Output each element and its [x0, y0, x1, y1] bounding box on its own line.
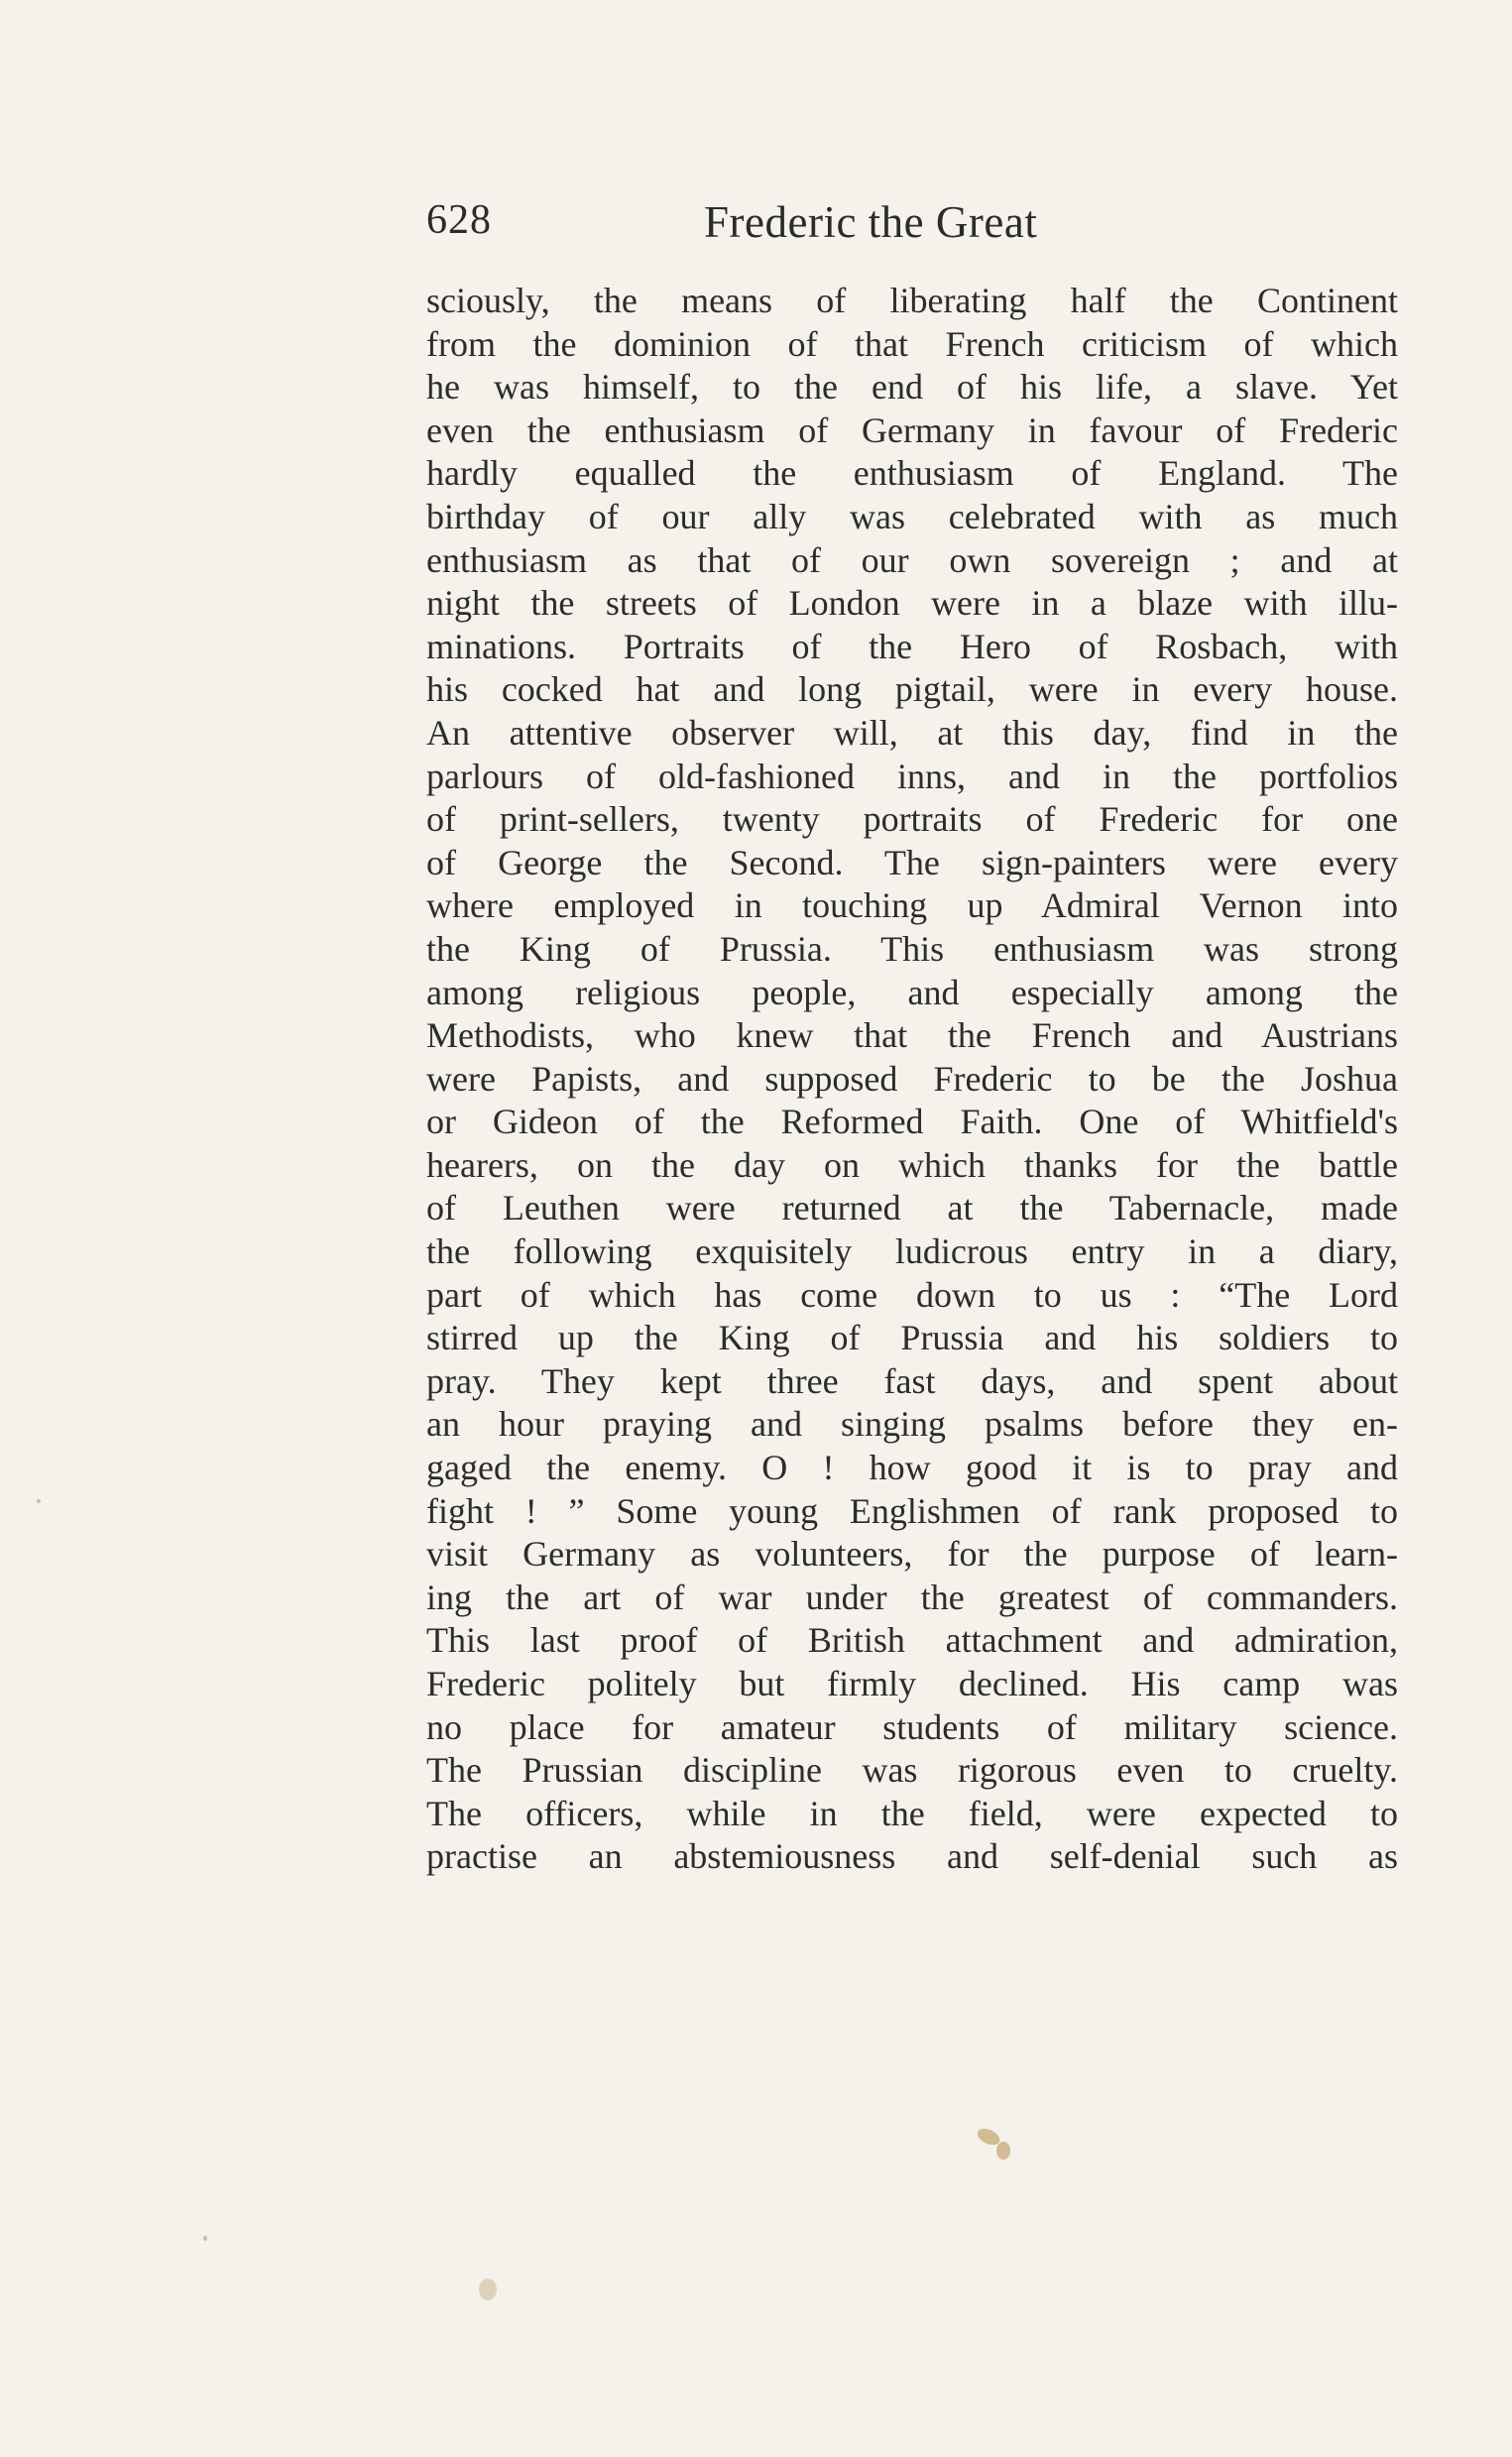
paper-speck [37, 1499, 41, 1503]
text-line: where employed in touching up Admiral Vernon into [426, 885, 1398, 926]
text-line: his cocked hat and long pigtail, were in every house. [426, 669, 1398, 710]
text-line: from the dominion of that French criticism of which [426, 323, 1398, 364]
text-line: of George the Second. The sign-painters were every [426, 842, 1398, 882]
text-line: stirred up the King of Prussia and his soldiers to [426, 1318, 1398, 1358]
text-line: part of which has come down to us : “The Lord [426, 1274, 1398, 1315]
text-line: the King of Prussia. This enthusiasm was strong [426, 928, 1398, 969]
text-line: gaged the enemy. O ! how good it is to pray and [426, 1448, 1398, 1488]
text-line: The officers, while in the field, were expected to [426, 1793, 1398, 1833]
text-line: An attentive observer will, at this day, find in the [426, 712, 1398, 753]
text-line: he was himself, to the end of his life, a slave. Yet [426, 367, 1398, 408]
text-line: sciously, the means of liberating half the Continent [426, 281, 1398, 320]
page-number: 628 [426, 197, 492, 243]
running-title: Frederic the Great [704, 197, 1038, 247]
text-line: This last proof of British attachment and admiration, [426, 1620, 1398, 1661]
text-line: practise an abstemiousness and self-denial such as [426, 1836, 1398, 1877]
paper-speck [203, 2236, 207, 2241]
text-line: Methodists, who knew that the French and Austrians [426, 1015, 1398, 1056]
text-line: or Gideon of the Reformed Faith. One of Whitfield's [426, 1102, 1398, 1142]
text-line: were Papists, and supposed Frederic to be the Joshua [426, 1058, 1398, 1099]
text-line: visit Germany as volunteers, for the purpose of learn- [426, 1534, 1398, 1575]
text-line: an hour praying and singing psalms before they en- [426, 1404, 1398, 1445]
body-text [426, 280, 1398, 1879]
running-head [426, 196, 1398, 256]
text-line: of print-sellers, twenty portraits of Frederic for one [426, 799, 1398, 840]
text-line: night the streets of London were in a blaze with illu- [426, 583, 1398, 624]
text-line: The Prussian discipline was rigorous even to cruelty. [426, 1750, 1398, 1791]
text-line: of Leuthen were returned at the Tabernacle, made [426, 1188, 1398, 1228]
text-line: Frederic politely but firmly declined. His camp was [426, 1664, 1398, 1703]
text-line: enthusiasm as that of our own sovereign ; and at [426, 539, 1398, 580]
text-line: birthday of our ally was celebrated with as much [426, 496, 1398, 536]
text-line: fight ! ” Some young Englishmen of rank proposed to [426, 1490, 1398, 1531]
paper-speck [996, 2142, 1010, 2160]
text-line: hearers, on the day on which thanks for the battle [426, 1144, 1398, 1185]
text-line: minations. Portraits of the Hero of Rosbach, with [426, 626, 1398, 666]
text-line: no place for amateur students of military science. [426, 1706, 1398, 1747]
text-line: hardly equalled the enthusiasm of England. The [426, 453, 1398, 494]
text-line: among religious people, and especially among the [426, 972, 1398, 1012]
text-line: even the enthusiasm of Germany in favour of Frederic [426, 410, 1398, 450]
text-line: ing the art of war under the greatest of commanders. [426, 1577, 1398, 1617]
text-line: the following exquisitely ludicrous entry in a diary, [426, 1231, 1398, 1272]
text-line: parlours of old-fashioned inns, and in the portfolios [426, 756, 1398, 796]
text-line: pray. They kept three fast days, and spent about [426, 1360, 1398, 1401]
paper-speck [479, 2279, 497, 2300]
